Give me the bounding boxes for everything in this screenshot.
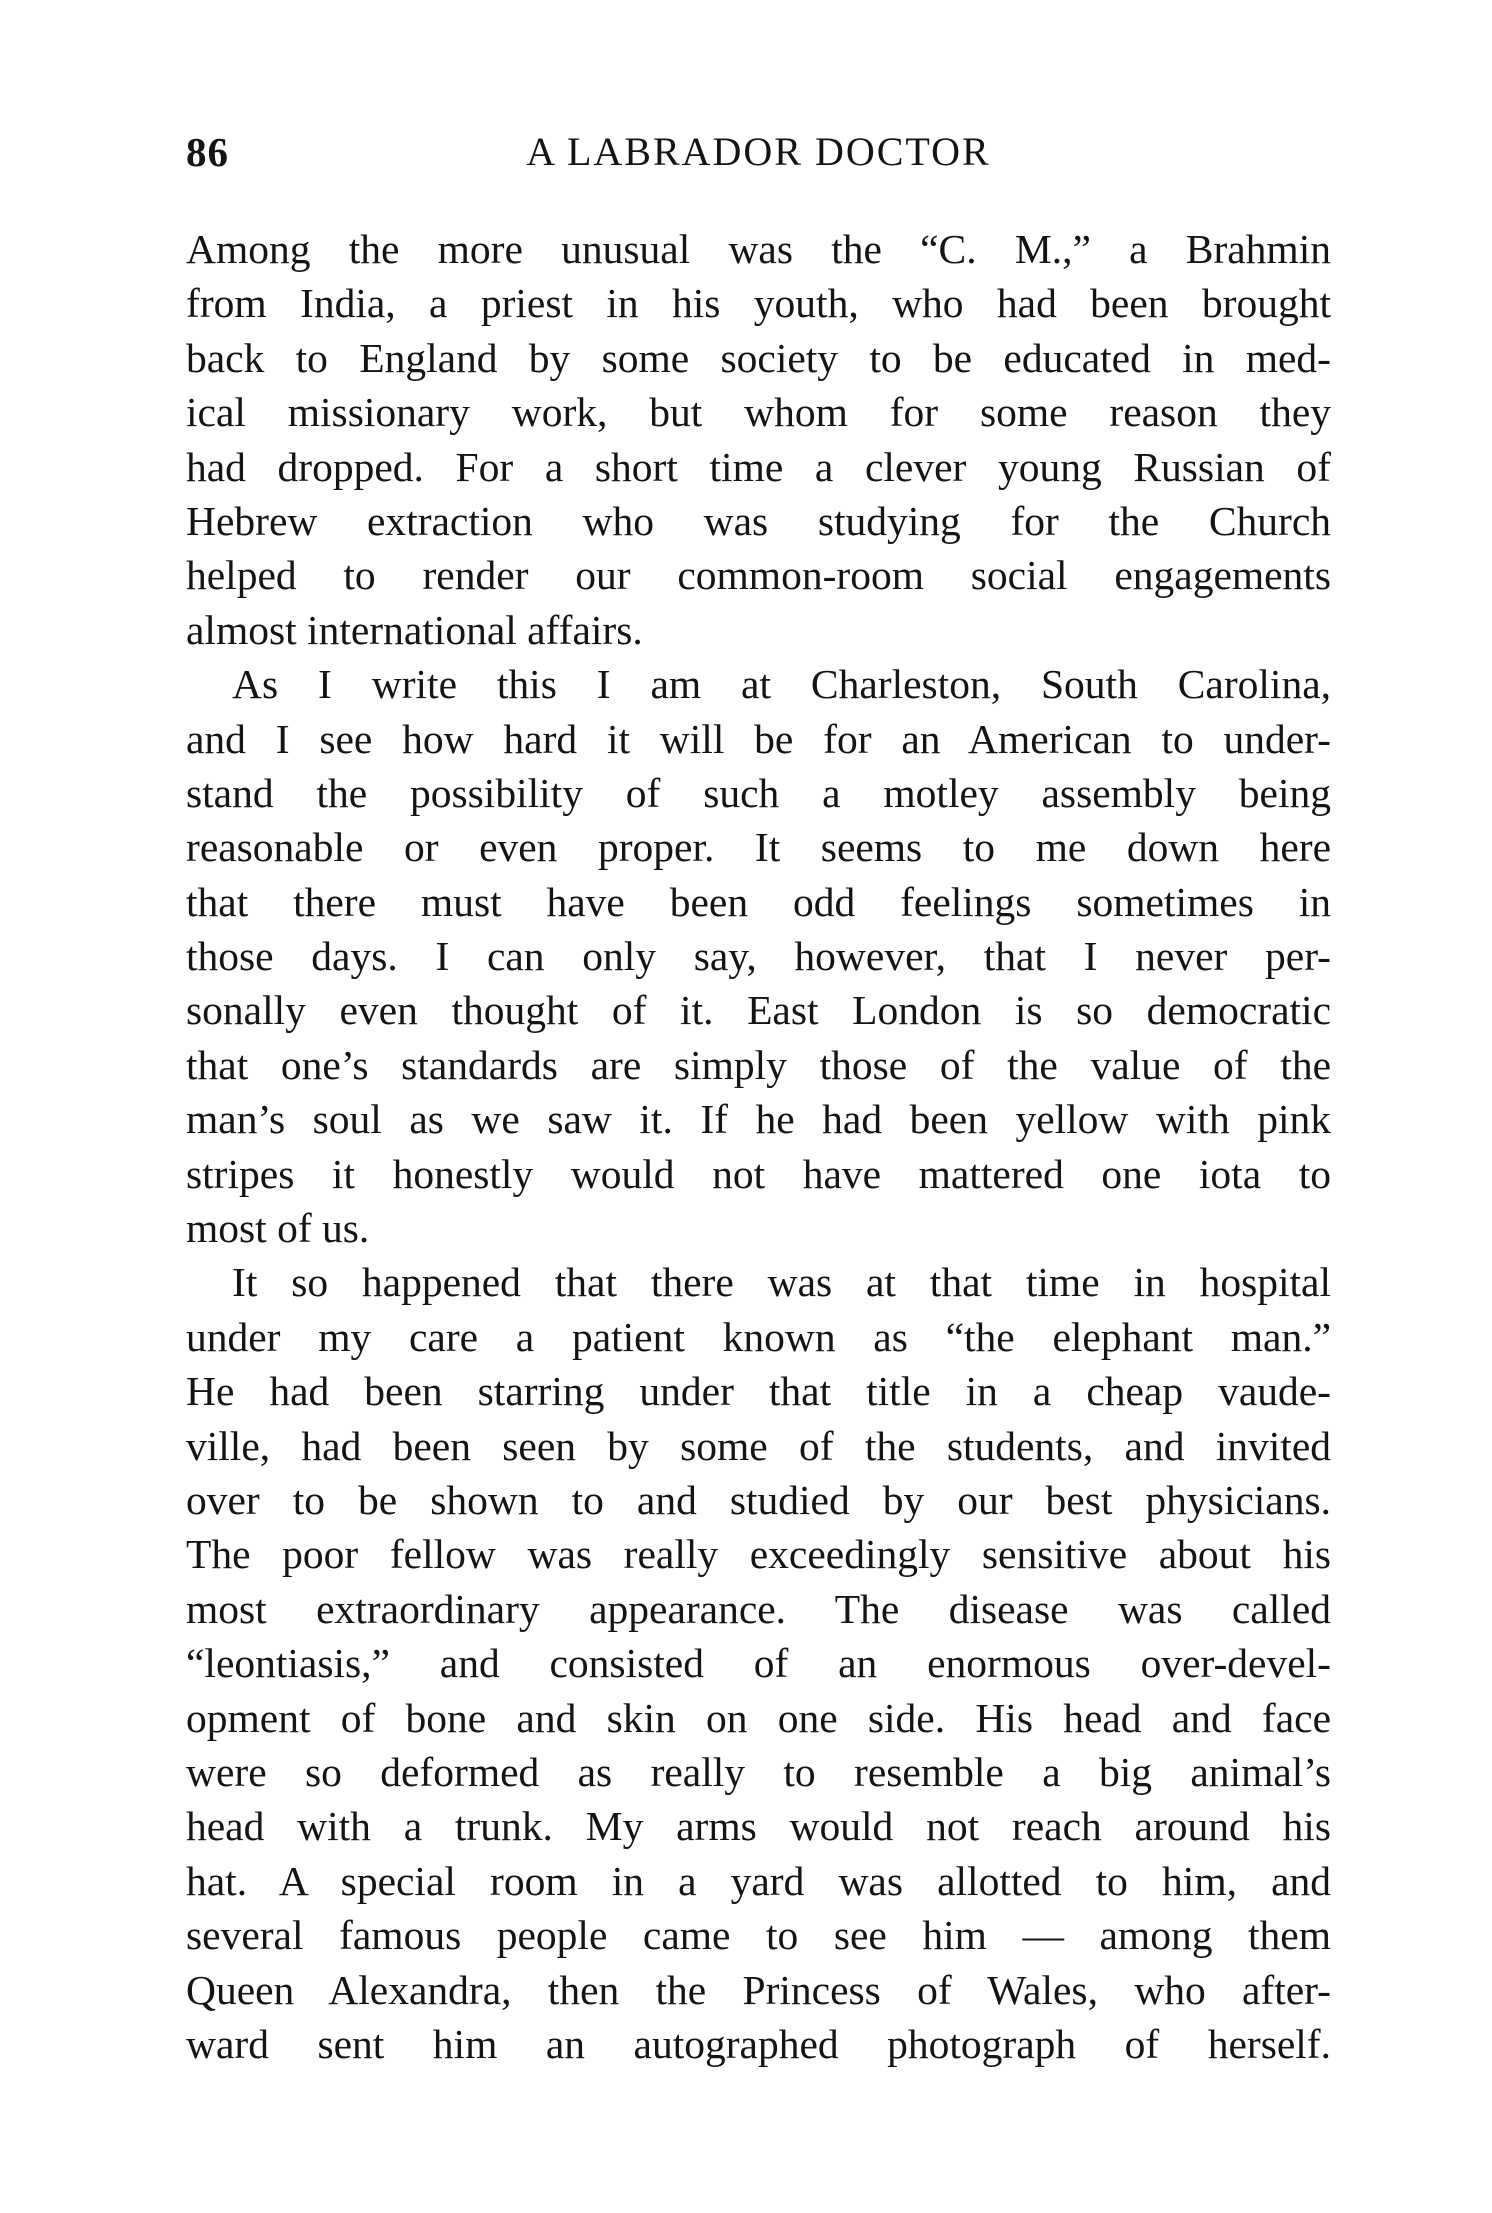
text-line: hat. A special room in a yard was allotted to him, and	[186, 1857, 1331, 1904]
text-line: stand the possibility of such a motley assembly being	[186, 769, 1331, 816]
text-line: “leontiasis,” and consisted of an enormous over-devel-	[186, 1640, 1331, 1687]
text-line: over to be shown to and studied by our best physicians.	[186, 1476, 1331, 1523]
body-text	[186, 222, 1331, 2071]
text-line: head with a trunk. My arms would not reach around his	[186, 1803, 1331, 1850]
text-line: most extraordinary appearance. The disease was called	[186, 1585, 1331, 1632]
text-line: stripes it honestly would not have mattered one iota to	[186, 1150, 1331, 1197]
text-line: ville, had been seen by some of the students, and invited	[186, 1422, 1331, 1469]
text-line: helped to render our common-room social engagements	[186, 552, 1331, 599]
text-line: As I write this I am at Charleston, South Carolina,	[232, 661, 1331, 708]
text-line: back to England by some society to be educated in med-	[186, 334, 1331, 381]
paragraph-2	[186, 657, 1331, 1255]
text-line: man’s soul as we saw it. If he had been yellow with pink	[186, 1096, 1331, 1143]
text-line: ical missionary work, but whom for some reason they	[186, 389, 1331, 436]
text-line: from India, a priest in his youth, who had been brought	[186, 280, 1331, 327]
running-title: A LABRADOR DOCTOR	[526, 129, 991, 174]
text-line: It so happened that there was at that time in hospital	[232, 1259, 1331, 1306]
text-line: several famous people came to see him — among them	[186, 1912, 1331, 1959]
paragraph-3	[186, 1255, 1331, 2071]
text-line: opment of bone and skin on one side. His head and face	[186, 1694, 1331, 1741]
text-line: Hebrew extraction who was studying for the Church	[186, 497, 1331, 544]
text-line: Among the more unusual was the “C. M.,” a Brahmin	[186, 226, 1331, 272]
text-line: reasonable or even proper. It seems to me down here	[186, 824, 1331, 871]
text-line: under my care a patient known as “the elephant man.”	[186, 1313, 1331, 1360]
text-line: those days. I can only say, however, that I never per-	[186, 933, 1331, 980]
page-header	[186, 122, 1331, 182]
text-line: almost international affairs.	[186, 606, 643, 653]
text-line: that one’s standards are simply those of the value of the	[186, 1041, 1331, 1088]
text-line: ward sent him an autographed photograph of herself.	[186, 2020, 1331, 2067]
text-line: Queen Alexandra, then the Princess of Wales, who after-	[186, 1966, 1331, 2013]
text-line: were so deformed as really to resemble a big animal’s	[186, 1748, 1331, 1795]
text-line: most of us.	[186, 1205, 370, 1252]
paragraph-1	[186, 222, 1331, 657]
page-number: 86	[186, 129, 229, 175]
text-line: had dropped. For a short time a clever young Russian of	[186, 443, 1331, 490]
text-line: and I see how hard it will be for an American to under-	[186, 715, 1331, 762]
text-line: that there must have been odd feelings sometimes in	[186, 878, 1331, 925]
text-line: He had been starring under that title in a cheap vaude-	[186, 1368, 1331, 1415]
text-line: The poor fellow was really exceedingly sensitive about his	[186, 1531, 1331, 1578]
text-line: sonally even thought of it. East London is so democratic	[186, 987, 1331, 1034]
